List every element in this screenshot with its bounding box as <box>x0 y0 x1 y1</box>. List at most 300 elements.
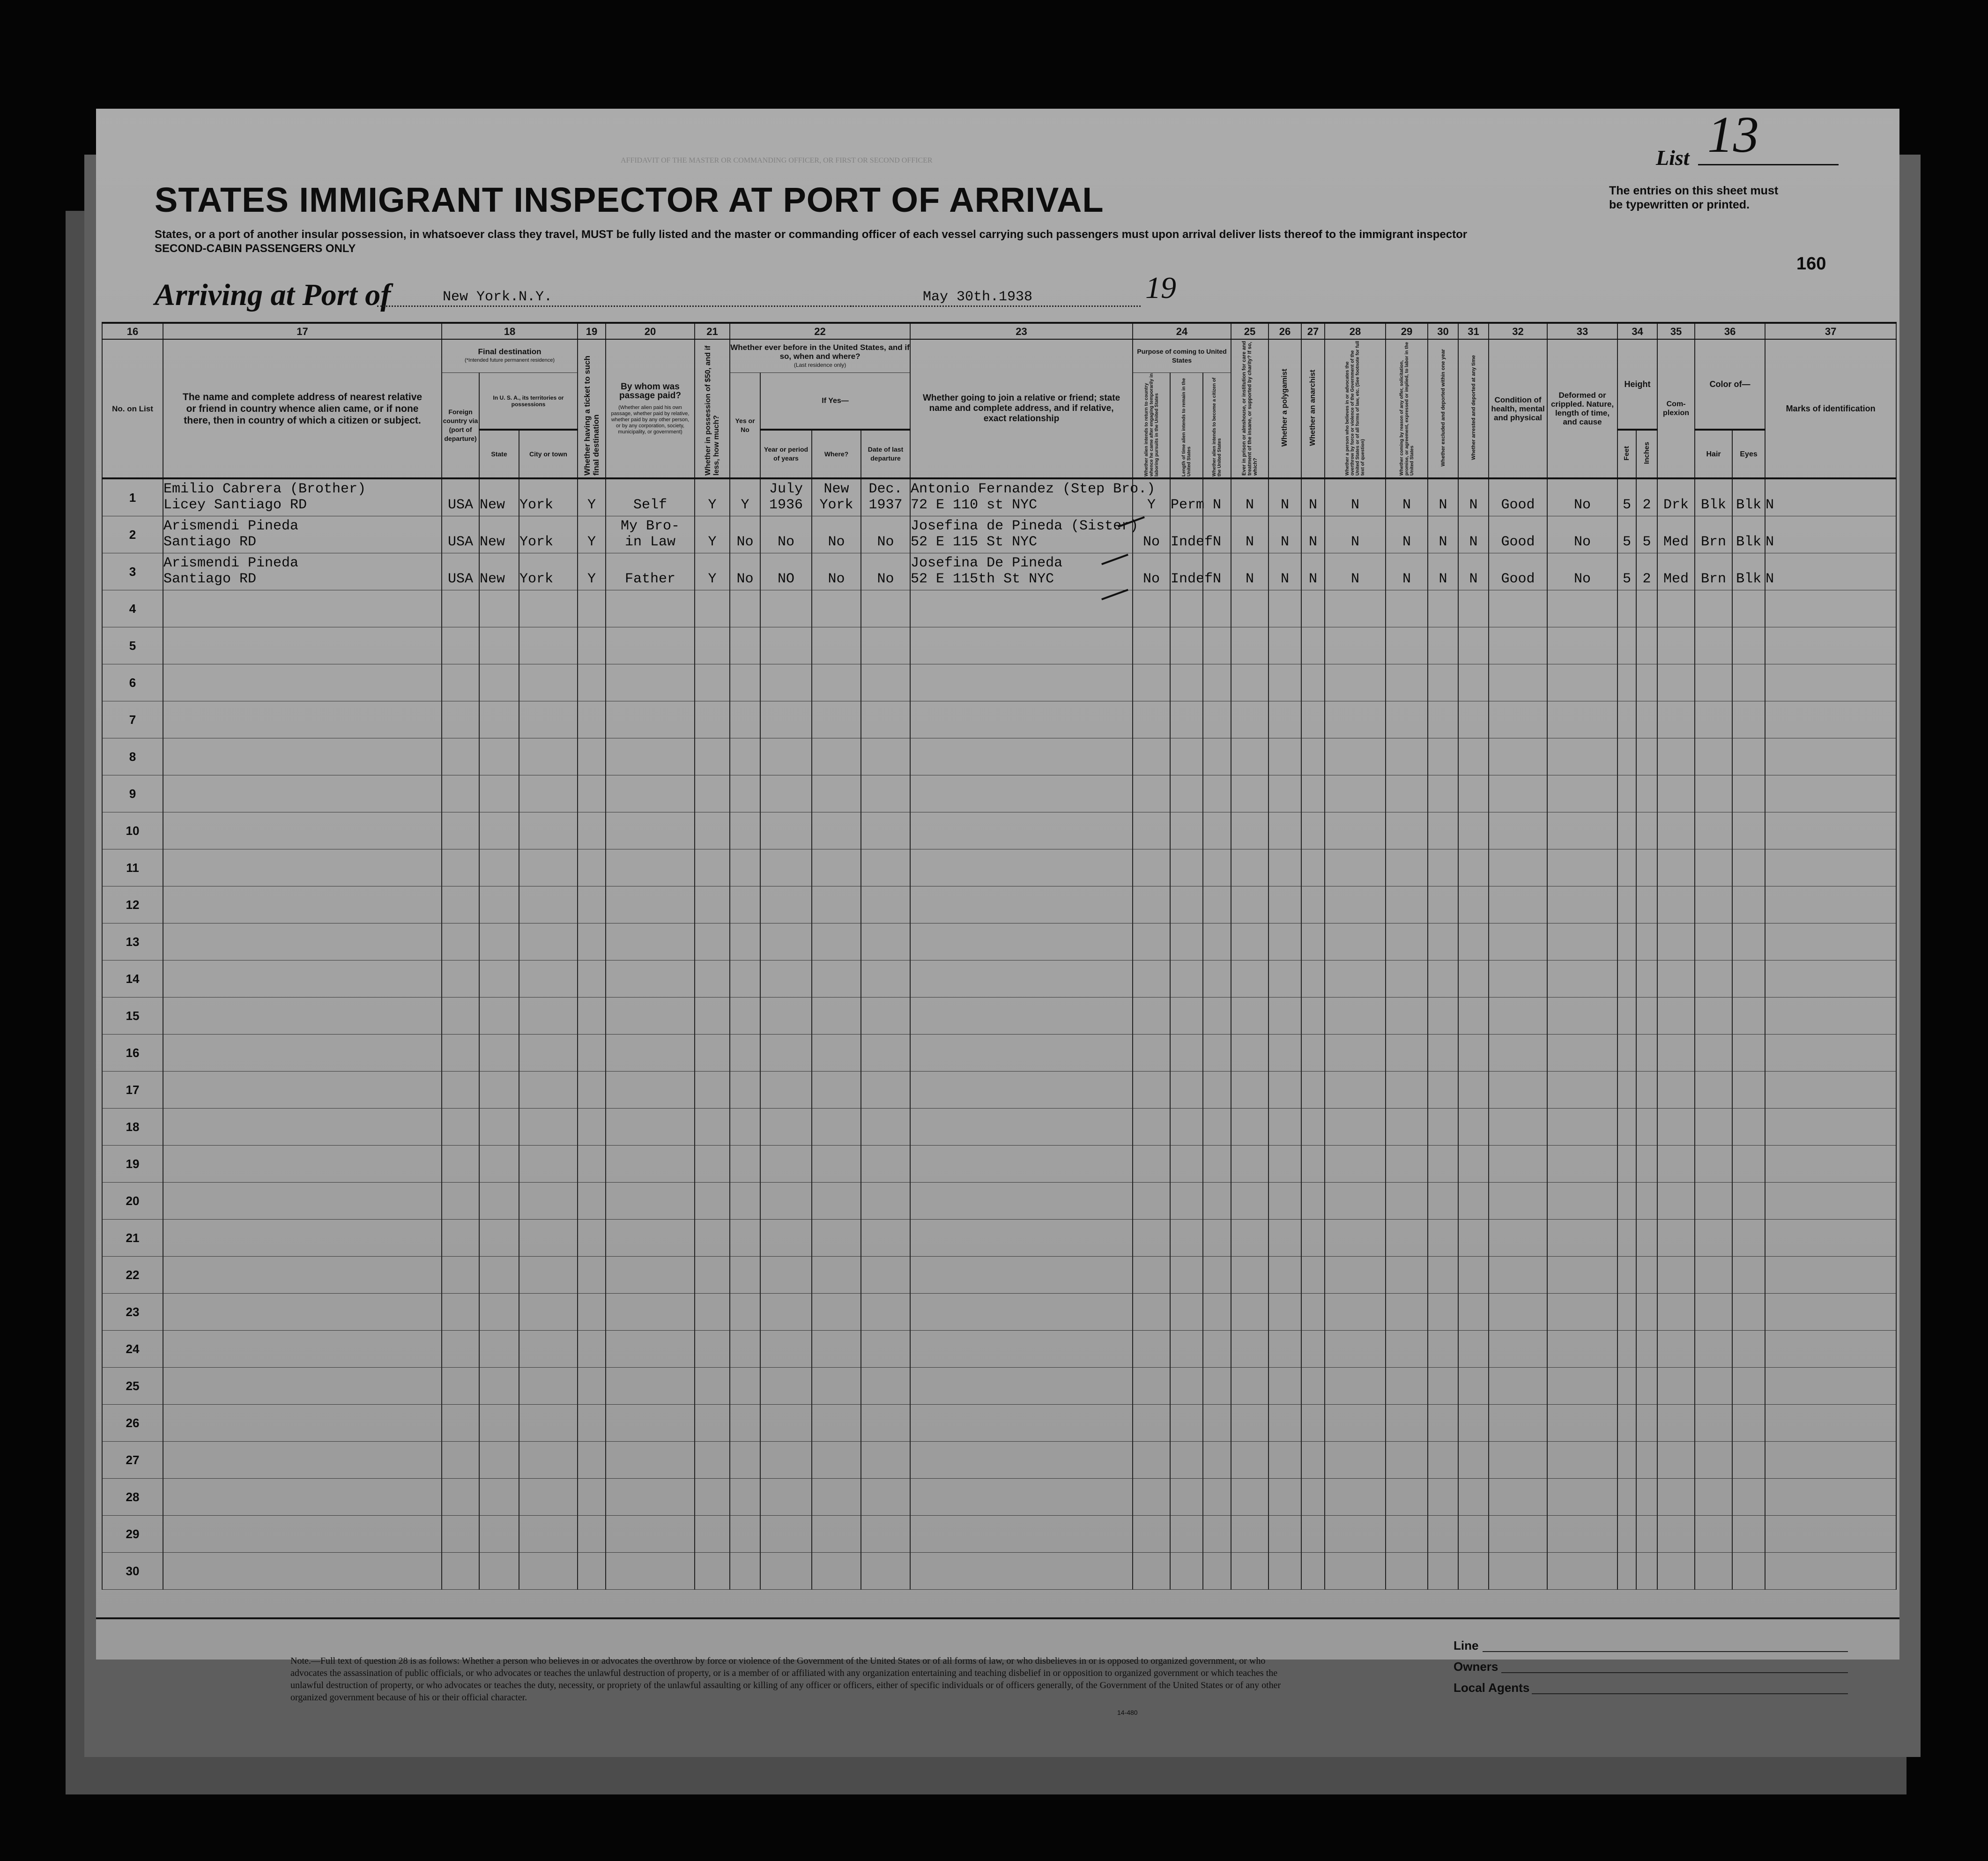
cell-hair <box>1695 812 1732 849</box>
cell-period <box>760 553 812 590</box>
cell-citizen <box>1203 775 1231 812</box>
list-number: 13 <box>1707 106 1759 163</box>
cell-money <box>695 590 730 627</box>
colnum: 26 <box>1268 323 1301 339</box>
cell-offer <box>1386 1479 1428 1516</box>
cell-city <box>519 812 578 849</box>
cell-deformed <box>1547 960 1617 997</box>
cell-arrested <box>1458 1331 1489 1368</box>
cell-eyes <box>1732 923 1765 960</box>
cell-overthrow <box>1325 1220 1386 1257</box>
cell-complexion <box>1657 1553 1695 1590</box>
cell-departure <box>861 516 910 553</box>
cell-inches <box>1636 1257 1657 1294</box>
cell-city <box>519 1146 578 1183</box>
cell-joining <box>910 1294 1133 1331</box>
colnum: 23 <box>910 323 1133 339</box>
cell-anarchist: N <box>1301 516 1325 553</box>
cell-eyes <box>1732 1109 1765 1146</box>
cell-foreign <box>442 590 479 627</box>
cell-departure <box>861 664 910 701</box>
cell-offer <box>1386 1183 1428 1220</box>
header-hair: Hair <box>1695 430 1732 478</box>
cell-paid <box>606 590 695 627</box>
cell-length <box>1170 1331 1203 1368</box>
colnum: 27 <box>1301 323 1325 339</box>
cell-relative <box>163 1109 442 1146</box>
cell-eyes <box>1732 1553 1765 1590</box>
header-yes-no: Yes or No <box>730 373 760 479</box>
cell-feet <box>1617 738 1636 775</box>
cell-line: July <box>769 481 803 497</box>
cell-before <box>730 738 760 775</box>
cell-offer <box>1386 1331 1428 1368</box>
cell-arrested <box>1458 886 1489 923</box>
cell-marks: N <box>1765 516 1896 553</box>
cell-where <box>812 923 861 960</box>
cell-eyes <box>1732 1516 1765 1553</box>
cell-prison: N <box>1231 478 1268 516</box>
header-row <box>102 339 1896 373</box>
cell-arrested <box>1458 1442 1489 1479</box>
cell-state: New <box>479 478 519 516</box>
cell-inches <box>1636 775 1657 812</box>
line-label: Line <box>1454 1638 1479 1653</box>
cell-hair <box>1695 886 1732 923</box>
cell-marks <box>1765 923 1896 960</box>
cell-eyes <box>1732 1294 1765 1331</box>
cell-anarchist <box>1301 1035 1325 1072</box>
cell-state <box>479 627 519 664</box>
cell-excluded <box>1428 812 1458 849</box>
cell-eyes: Blk <box>1732 553 1765 590</box>
cell-period <box>760 1294 812 1331</box>
cell-prison <box>1231 664 1268 701</box>
cell-departure <box>861 1035 910 1072</box>
cell-return <box>1133 701 1170 738</box>
cell-offer: N <box>1386 478 1428 516</box>
cell-state <box>479 1294 519 1331</box>
cell-foreign <box>442 886 479 923</box>
owners-blank <box>1501 1672 1848 1673</box>
cell-anarchist <box>1301 627 1325 664</box>
cell-joining <box>910 1331 1133 1368</box>
cell-health <box>1489 738 1547 775</box>
cell-anarchist <box>1301 1294 1325 1331</box>
cell-prison <box>1231 1368 1268 1405</box>
cell-length <box>1170 1035 1203 1072</box>
cell-health <box>1489 923 1547 960</box>
cell-before <box>730 1553 760 1590</box>
cell-offer <box>1386 1257 1428 1294</box>
cell-polygamist <box>1268 997 1301 1035</box>
cell-arrested <box>1458 849 1489 886</box>
cell-paid <box>606 923 695 960</box>
cell-feet <box>1617 1368 1636 1405</box>
cell-anarchist <box>1301 1442 1325 1479</box>
cell-arrested <box>1458 627 1489 664</box>
cell-paid <box>606 738 695 775</box>
header-overthrow: Whether a person who believes in or advocates the overthrow by force or violence of the Government of the United States or of all forms of law, etc. (See footnote for full text of question) <box>1325 339 1386 478</box>
cell-foreign <box>442 738 479 775</box>
cell-money <box>695 886 730 923</box>
colnum: 29 <box>1386 323 1428 339</box>
cell-prison <box>1231 1146 1268 1183</box>
cell-joining <box>910 775 1133 812</box>
cell-paid <box>606 478 695 516</box>
cell-period <box>760 1479 812 1516</box>
header-anarchist: Whether an anarchist <box>1301 339 1325 478</box>
cell-citizen <box>1203 1294 1231 1331</box>
cell-no: 7 <box>102 701 163 738</box>
cell-ticket <box>578 701 606 738</box>
cell-marks <box>1765 590 1896 627</box>
cell-polygamist <box>1268 590 1301 627</box>
cell-anarchist <box>1301 1553 1325 1590</box>
cell-departure <box>861 1479 910 1516</box>
table-row <box>102 812 1896 849</box>
cell-eyes <box>1732 1035 1765 1072</box>
cell-complexion <box>1657 1368 1695 1405</box>
cell-return: No <box>1133 553 1170 590</box>
cell-citizen: N <box>1203 478 1231 516</box>
cell-where <box>812 1220 861 1257</box>
cell-inches <box>1636 1479 1657 1516</box>
cell-deformed: No <box>1547 478 1617 516</box>
cell-ticket <box>578 1146 606 1183</box>
cell-length <box>1170 738 1203 775</box>
cell-feet <box>1617 1183 1636 1220</box>
cell-feet <box>1617 664 1636 701</box>
table-row <box>102 1516 1896 1553</box>
cell-money <box>695 997 730 1035</box>
cell-excluded <box>1428 775 1458 812</box>
cell-hair <box>1695 738 1732 775</box>
cell-length <box>1170 812 1203 849</box>
cell-return <box>1133 1146 1170 1183</box>
cell-inches <box>1636 812 1657 849</box>
cell-offer <box>1386 1442 1428 1479</box>
cell-foreign <box>442 812 479 849</box>
cell-marks <box>1765 1368 1896 1405</box>
cell-citizen <box>1203 1183 1231 1220</box>
cell-excluded <box>1428 1257 1458 1294</box>
cell-period <box>760 1109 812 1146</box>
cell-arrested <box>1458 812 1489 849</box>
cell-feet <box>1617 812 1636 849</box>
cell-money <box>695 923 730 960</box>
cell-citizen <box>1203 1368 1231 1405</box>
cell-hair <box>1695 701 1732 738</box>
cell-no: 15 <box>102 997 163 1035</box>
cell-foreign <box>442 960 479 997</box>
cell-paid <box>606 1257 695 1294</box>
cell-marks <box>1765 1442 1896 1479</box>
cell-length <box>1170 923 1203 960</box>
cell-state <box>479 1516 519 1553</box>
cell-paid <box>606 1405 695 1442</box>
cell-foreign <box>442 1405 479 1442</box>
cell-citizen <box>1203 1553 1231 1590</box>
cell-inches <box>1636 960 1657 997</box>
cell-joining <box>910 738 1133 775</box>
cell-departure <box>861 553 910 590</box>
cell-citizen <box>1203 1220 1231 1257</box>
cell-foreign: USA <box>442 478 479 516</box>
cell-length <box>1170 1257 1203 1294</box>
cell-inches <box>1636 701 1657 738</box>
cell-paid <box>606 701 695 738</box>
cell-overthrow <box>1325 627 1386 664</box>
cell-deformed <box>1547 1516 1617 1553</box>
cell-hair <box>1695 849 1732 886</box>
cell-complexion <box>1657 812 1695 849</box>
cell-period <box>760 1146 812 1183</box>
cell-feet <box>1617 1220 1636 1257</box>
cell-ticket <box>578 923 606 960</box>
cell-citizen <box>1203 738 1231 775</box>
cell-prison <box>1231 1035 1268 1072</box>
cell-feet <box>1617 1257 1636 1294</box>
cell-hair <box>1695 1368 1732 1405</box>
cell-departure <box>861 701 910 738</box>
cell-excluded: N <box>1428 478 1458 516</box>
cell-citizen <box>1203 1146 1231 1183</box>
cell-relative <box>163 997 442 1035</box>
cell-no: 24 <box>102 1331 163 1368</box>
cell-offer <box>1386 886 1428 923</box>
cell-departure <box>861 478 910 516</box>
cell-foreign <box>442 849 479 886</box>
cell-state <box>479 1035 519 1072</box>
cell-length <box>1170 627 1203 664</box>
cell-length <box>1170 1072 1203 1109</box>
cell-excluded <box>1428 1183 1458 1220</box>
cell-period <box>760 1220 812 1257</box>
cell-ticket <box>578 590 606 627</box>
cell-city <box>519 960 578 997</box>
cell-return <box>1133 1331 1170 1368</box>
colnum: 37 <box>1765 323 1896 339</box>
cell-length <box>1170 1109 1203 1146</box>
cell-deformed <box>1547 1368 1617 1405</box>
cell-money <box>695 738 730 775</box>
cell-hair <box>1695 1109 1732 1146</box>
port-value: New York.N.Y. <box>443 289 553 305</box>
cell-foreign: USA <box>442 516 479 553</box>
cell-eyes <box>1732 1368 1765 1405</box>
cell-citizen <box>1203 997 1231 1035</box>
cell-deformed <box>1547 1405 1617 1442</box>
cell-prison <box>1231 1479 1268 1516</box>
cell-prison: N <box>1231 516 1268 553</box>
list-label: List <box>1656 146 1690 170</box>
cell-line: Arismendi Pineda <box>163 555 299 571</box>
cell-excluded <box>1428 923 1458 960</box>
cell-money <box>695 701 730 738</box>
table-row <box>102 1183 1896 1220</box>
cell-feet: 5 <box>1617 516 1636 553</box>
cell-health <box>1489 1183 1547 1220</box>
cell-prison <box>1231 886 1268 923</box>
header-passage-paid: By whom was passage paid? (Whether alien paid his own passage, whether paid by relative, whether paid by any other person, or by any corporation, society, municipality, or government) <box>606 339 695 478</box>
cell-health: Good <box>1489 516 1547 553</box>
cell-period <box>760 1035 812 1072</box>
cell-foreign <box>442 997 479 1035</box>
cell-marks <box>1765 1294 1896 1331</box>
cell-complexion <box>1657 849 1695 886</box>
cell-length <box>1170 960 1203 997</box>
colnum: 16 <box>102 323 163 339</box>
cell-overthrow <box>1325 1479 1386 1516</box>
cell-return <box>1133 1294 1170 1331</box>
cell-no: 18 <box>102 1109 163 1146</box>
table-row <box>102 886 1896 923</box>
cell-departure <box>861 1146 910 1183</box>
cell-line: Josefina De Pineda <box>911 555 1063 571</box>
cell-overthrow <box>1325 775 1386 812</box>
cell-overthrow <box>1325 590 1386 627</box>
cell-no: 23 <box>102 1294 163 1331</box>
cell-feet <box>1617 849 1636 886</box>
cell-health <box>1489 1442 1547 1479</box>
cell-health <box>1489 590 1547 627</box>
cell-state <box>479 738 519 775</box>
cell-prison <box>1231 1294 1268 1331</box>
cell-health <box>1489 812 1547 849</box>
cell-arrested <box>1458 1109 1489 1146</box>
cell-before <box>730 1331 760 1368</box>
cell-eyes: Blk <box>1732 478 1765 516</box>
cell-inches <box>1636 1146 1657 1183</box>
cell-joining <box>910 627 1133 664</box>
header-offer: Whether coming by reason of any offer, solicitation, promise, or agreement, expressed or implied, to labor in the United States <box>1386 339 1428 478</box>
cell-joining <box>910 1479 1133 1516</box>
cell-paid <box>606 1035 695 1072</box>
table-row <box>102 923 1896 960</box>
cell-citizen <box>1203 886 1231 923</box>
cell-eyes <box>1732 738 1765 775</box>
cell-feet <box>1617 1294 1636 1331</box>
cell-citizen <box>1203 1331 1231 1368</box>
cell-city: York <box>519 516 578 553</box>
cell-before: No <box>730 516 760 553</box>
header-no-on-list: No. on List <box>102 339 163 478</box>
cell-foreign <box>442 627 479 664</box>
cell-marks <box>1765 775 1896 812</box>
cell-overthrow <box>1325 701 1386 738</box>
cell-ticket <box>578 997 606 1035</box>
passenger-table <box>102 322 1897 1590</box>
cell-no: 20 <box>102 1183 163 1220</box>
cell-health <box>1489 1331 1547 1368</box>
cell-deformed <box>1547 775 1617 812</box>
cell-departure <box>861 1516 910 1553</box>
cell-inches <box>1636 1405 1657 1442</box>
cell-deformed <box>1547 701 1617 738</box>
cell-marks <box>1765 738 1896 775</box>
cell-deformed: No <box>1547 553 1617 590</box>
cell-foreign <box>442 1331 479 1368</box>
cell-relative <box>163 701 442 738</box>
line-blank <box>1483 1651 1848 1652</box>
cell-prison <box>1231 997 1268 1035</box>
cell-inches <box>1636 590 1657 627</box>
cell-no: 16 <box>102 1035 163 1072</box>
cell-arrested: N <box>1458 478 1489 516</box>
cell-paid <box>606 1553 695 1590</box>
cell-feet <box>1617 1331 1636 1368</box>
cell-length: Perm <box>1170 478 1203 516</box>
cell-inches <box>1636 886 1657 923</box>
cell-paid <box>606 1183 695 1220</box>
cell-where <box>812 1405 861 1442</box>
cell-health <box>1489 1257 1547 1294</box>
cell-paid <box>606 1331 695 1368</box>
header-marks: Marks of identification <box>1765 339 1896 478</box>
cell-ticket <box>578 1035 606 1072</box>
cell-health: Good <box>1489 553 1547 590</box>
cell-excluded <box>1428 664 1458 701</box>
cell-relative <box>163 1479 442 1516</box>
cell-complexion <box>1657 664 1695 701</box>
cell-joining <box>910 1442 1133 1479</box>
cell-return <box>1133 923 1170 960</box>
cell-feet <box>1617 1553 1636 1590</box>
cell-health <box>1489 1553 1547 1590</box>
cell-polygamist <box>1268 775 1301 812</box>
cell-joining <box>910 553 1133 590</box>
header-joining: Whether going to join a relative or friend; state name and complete address, and if relative, exact relationship <box>910 339 1133 478</box>
cell-return <box>1133 1479 1170 1516</box>
cell-overthrow <box>1325 1516 1386 1553</box>
cell-offer <box>1386 627 1428 664</box>
colnum: 20 <box>606 323 695 339</box>
cell-money <box>695 1331 730 1368</box>
cell-length <box>1170 886 1203 923</box>
cell-overthrow <box>1325 1109 1386 1146</box>
cell-anarchist <box>1301 1183 1325 1220</box>
cell-foreign: USA <box>442 553 479 590</box>
cell-where <box>812 516 861 553</box>
cell-complexion <box>1657 1220 1695 1257</box>
header-ever-before: Whether ever before in the United States, and if so, when and where? (Last residence only) <box>730 339 910 373</box>
cell-polygamist <box>1268 849 1301 886</box>
cell-departure <box>861 1220 910 1257</box>
cell-ticket <box>578 775 606 812</box>
cell-ticket <box>578 627 606 664</box>
cell-hair <box>1695 664 1732 701</box>
cell-marks <box>1765 1331 1896 1368</box>
cell-foreign <box>442 1368 479 1405</box>
cell-marks <box>1765 1220 1896 1257</box>
cell-return <box>1133 1442 1170 1479</box>
cell-deformed <box>1547 1220 1617 1257</box>
cabin-class: SECOND-CABIN PASSENGERS ONLY <box>155 242 356 255</box>
table-row <box>102 1257 1896 1294</box>
cell-complexion: Med <box>1657 516 1695 553</box>
cell-paid <box>606 1109 695 1146</box>
cell-eyes <box>1732 590 1765 627</box>
cell-foreign <box>442 701 479 738</box>
cell-paid <box>606 627 695 664</box>
cell-ticket: Y <box>578 478 606 516</box>
cell-eyes <box>1732 1331 1765 1368</box>
cell-length <box>1170 1479 1203 1516</box>
cell-relative <box>163 516 442 553</box>
cell-where <box>812 1479 861 1516</box>
cell-inches <box>1636 1109 1657 1146</box>
